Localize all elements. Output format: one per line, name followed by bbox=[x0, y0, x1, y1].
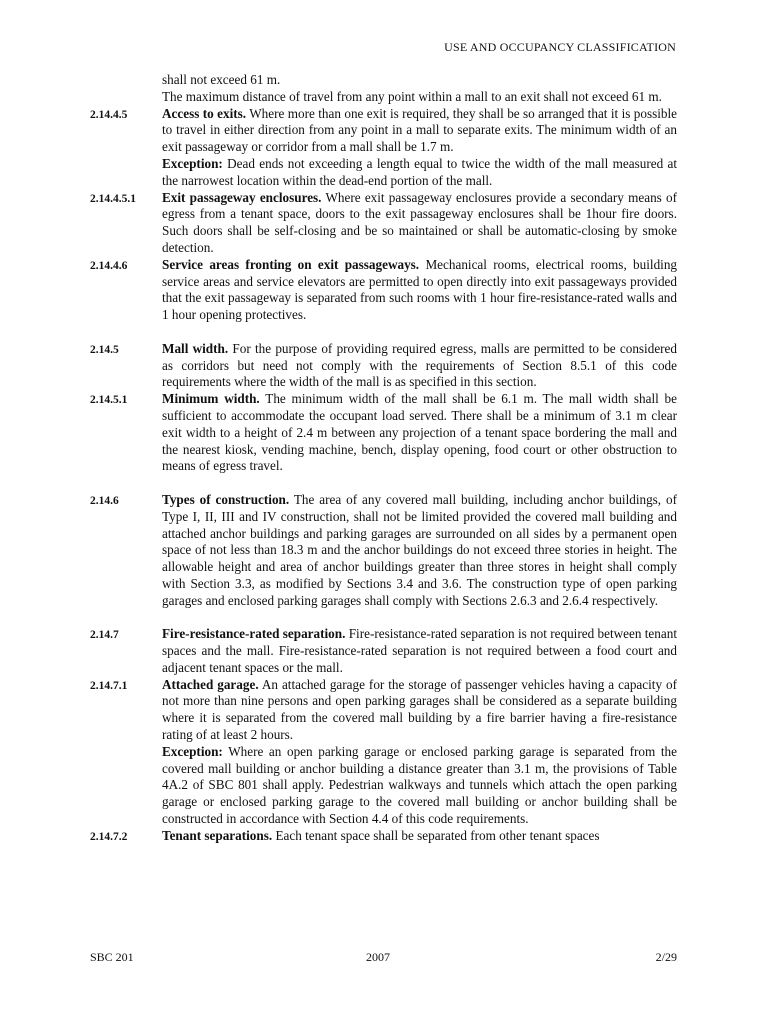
paragraph-body bbox=[162, 106, 677, 156]
paragraph bbox=[90, 106, 677, 156]
paragraph-text: shall not exceed 61 m. bbox=[162, 72, 281, 87]
paragraph-body bbox=[162, 72, 677, 89]
paragraph bbox=[90, 341, 677, 391]
section-number: 2.14.4.6 bbox=[90, 259, 128, 272]
section-heading: Fire-resistance-rated separation. bbox=[162, 626, 346, 642]
page-footer bbox=[90, 950, 677, 965]
section-number bbox=[90, 72, 162, 89]
section-number: 2.14.5 bbox=[90, 343, 119, 356]
section-number: 2.14.7.1 bbox=[90, 679, 128, 692]
section-number bbox=[90, 156, 162, 190]
section-heading: Types of construction. bbox=[162, 491, 290, 507]
paragraph bbox=[90, 492, 677, 610]
footer-page-number: 2/29 bbox=[655, 950, 677, 964]
section-number bbox=[90, 89, 162, 106]
section-heading: Exit passageway enclosures. bbox=[162, 189, 322, 205]
paragraph bbox=[90, 828, 677, 846]
paragraph-text: The area of any covered mall building, including anchor buildings, of Type I, II, III and IV construction, shall not be limited provided the covered mall building and attached anchor buildings and parking garages are surrounded on all sides by a permanent open space of not less than 18.3 m and the anchor buildings do not exceed three stories in height. The allowable height and area of anchor buildings greater than three stores in height shall comply with Section 3.3, as modified by Sections 3.4 and 3.6. The construction type of open parking garages and enclosed parking garages shall comply with Sections 2.6.3 and 2.6.4 respectively. bbox=[162, 491, 678, 608]
paragraph-text: Where more than one exit is required, they shall be so arranged that it is possible to travel in either direction from any point in a mall to separate exits. The minimum width of an exit passageway or corridor from a mall shall be 1.7 m. bbox=[162, 105, 678, 155]
section-heading: Access to exits. bbox=[162, 105, 247, 121]
section-number: 2.14.5.1 bbox=[90, 394, 128, 407]
section-heading: Service areas fronting on exit passageways. bbox=[162, 256, 420, 272]
paragraph-text: Fire-resistance-rated separation is not required between tenant spaces and the mall. Fire-resistance-rated separation is not required between a food court and adjacent tenant spaces or the mall. bbox=[162, 626, 677, 675]
paragraph-text: Mechanical rooms, electrical rooms, building service areas and service elevators are permitted to open directly into exit passageways provided that the exit passageway is separated from such rooms with 1 hour fire-resistance-rated walls and 1 hour opening protectives. bbox=[162, 256, 678, 323]
running-header: USE AND OCCUPANCY CLASSIFICATION bbox=[444, 40, 676, 54]
paragraph-text: Where an open parking garage or enclosed parking garage is separated from the covered mall building or anchor building a distance greater than 3.1 m, the provisions of Table 4A.2 of SBC 801 shall apply. Pedestrian walkways and tunnels which attach the open parking garage or enclosed parking garage to the covered mall building or anchor building shall be constructed in accordance with Section 4.4 of this code requirements. bbox=[162, 743, 677, 827]
paragraph bbox=[90, 677, 677, 744]
footer-code: SBC 201 bbox=[90, 950, 134, 964]
paragraph-body bbox=[162, 391, 677, 475]
paragraph-body bbox=[162, 156, 677, 190]
section-number: 2.14.6 bbox=[90, 494, 119, 507]
paragraph bbox=[90, 744, 677, 828]
section-number: 2.14.4.5.1 bbox=[90, 192, 136, 205]
paragraph-body bbox=[162, 492, 677, 610]
section-heading: Mall width. bbox=[162, 340, 229, 356]
paragraph-body bbox=[162, 626, 677, 676]
paragraph-body bbox=[162, 257, 677, 324]
paragraph bbox=[90, 89, 677, 106]
paragraph-text: The maximum distance of travel from any point within a mall to an exit shall not exceed 61 m. bbox=[162, 88, 662, 104]
paragraph-body bbox=[162, 828, 677, 846]
section-heading: Attached garage. bbox=[162, 676, 259, 692]
section-number bbox=[90, 744, 162, 828]
section-number: 2.14.7.2 bbox=[90, 830, 128, 843]
section-heading: Exception: bbox=[162, 743, 223, 759]
paragraph-text: Dead ends not exceeding a length equal to twice the width of the mall measured at the narrowest location within the dead-end portion of the mall. bbox=[162, 155, 677, 188]
footer-year: 2007 bbox=[366, 950, 390, 964]
paragraph-body bbox=[162, 89, 677, 106]
paragraph-text: The minimum width of the mall shall be 6.1 m. The mall width shall be sufficient to accommodate the occupant load served. There shall be a minimum of 3.1 m clear exit width to a height of 2.4 m between any projection of a tenant space bordering the mall and the nearest kiosk, vending machine, bench, display opening, food court or other obstruction to means of egress travel. bbox=[162, 391, 677, 474]
paragraph-text: Where exit passageway enclosures provide a secondary means of egress from a tenant space, doors to the exit passageway enclosures shall be 1hour fire doors. Such doors shall be self-closing and be so maintained or shall be automatic-closing by smoke detection. bbox=[162, 189, 677, 255]
section-heading: Exception: bbox=[162, 155, 223, 171]
paragraph-body bbox=[162, 341, 677, 391]
paragraph-text: Each tenant space shall be separated from other tenant spaces bbox=[275, 827, 600, 843]
paragraph bbox=[90, 72, 677, 89]
paragraph-body bbox=[162, 744, 677, 828]
document-body bbox=[90, 72, 677, 846]
paragraph bbox=[90, 190, 677, 257]
section-heading: Tenant separations. bbox=[162, 827, 273, 843]
paragraph bbox=[90, 626, 677, 676]
paragraph-text: An attached garage for the storage of passenger vehicles having a capacity of not more than nine persons and open parking garages shall be considered as a separate building where it is separated from the covered mall building by a fire barrier having a fire-resistance rating of at least 2 hours. bbox=[162, 676, 677, 743]
paragraph bbox=[90, 257, 677, 324]
paragraph-body bbox=[162, 190, 677, 257]
section-heading: Minimum width. bbox=[162, 391, 260, 407]
section-number: 2.14.7 bbox=[90, 629, 119, 642]
paragraph-text: For the purpose of providing required egress, malls are permitted to be considered as corridors but need not comply with the requirements of Section 8.5.1 of this code requirements where the width of the mall is as specified in this section. bbox=[162, 340, 678, 390]
paragraph-body bbox=[162, 677, 677, 744]
paragraph bbox=[90, 156, 677, 190]
paragraph bbox=[90, 391, 677, 475]
section-number: 2.14.4.5 bbox=[90, 108, 128, 121]
